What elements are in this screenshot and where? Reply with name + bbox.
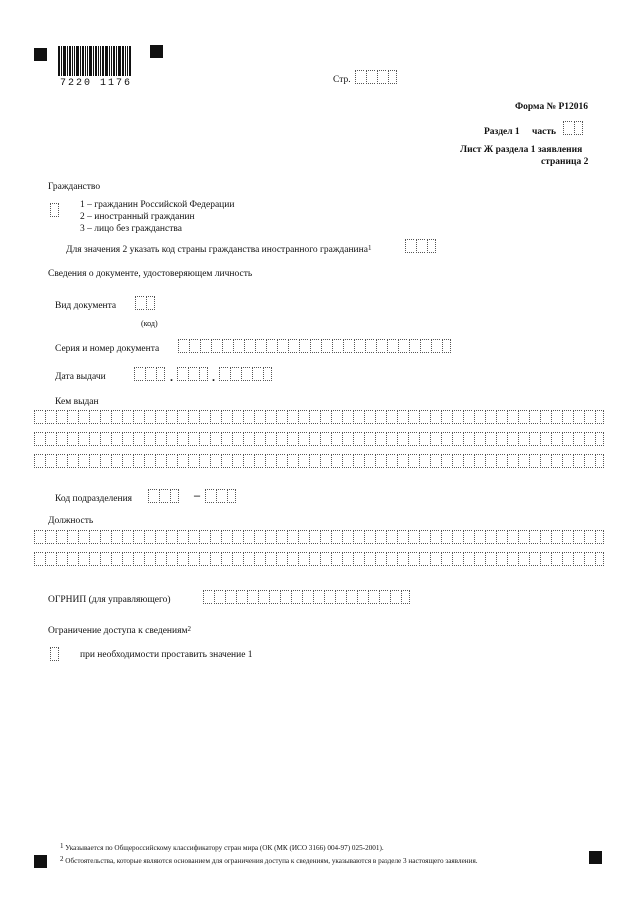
footnote-1: 1 Указывается по Общероссийскому классификатору стран мира (ОК (МК (ИСО 3166) 004-97) 025-2001). [60,842,384,852]
issue-date-label: Дата выдачи [55,372,106,382]
doc-type-field[interactable] [135,296,157,310]
barcode [58,46,132,76]
doc-type-code-hint: (код) [141,319,158,328]
issue-month-field[interactable] [177,367,210,381]
issued-by-field-line-1[interactable] [34,410,606,424]
citizenship-option-1: 1 – гражданин Российской Федерации [80,200,235,210]
foreign-country-note: Для значения 2 указать код страны гражданства иностранного гражданина$^1$ [66,244,372,255]
citizenship-field[interactable] [50,203,61,217]
restriction-hint: при необходимости проставить значение 1 [80,650,253,660]
ogrnip-label: ОГРНИП (для управляющего) [48,595,171,605]
subdivision-code-part2-field[interactable] [205,489,238,503]
country-code-field[interactable] [405,239,438,253]
date-separator-1: . [170,370,173,384]
position-field-line-1[interactable] [34,530,606,544]
restriction-field[interactable] [50,647,61,661]
issued-by-label: Кем выдан [55,397,99,407]
issue-year-field[interactable] [219,367,274,381]
doc-type-label: Вид документа [55,301,117,311]
footnote-2: 2 Обстоятельства, которые являются основанием для ограничения доступа к сведениям, указываются в разделе 3 настоящего заявления. [60,855,478,865]
date-separator-2: . [212,370,215,384]
issued-by-field-line-3[interactable] [34,454,606,468]
issued-by-field-line-2[interactable] [34,432,606,446]
page-number-field[interactable] [355,70,399,84]
sheet-title-line2: страница 2 [541,157,589,167]
series-number-label: Серия и номер документа [55,344,160,354]
ogrnip-field[interactable] [203,590,412,604]
barcode-number: 7220 1176 [60,78,133,89]
citizenship-title: Гражданство [48,182,101,192]
corner-marker-bottom-left [34,855,47,868]
position-label: Должность [48,516,94,526]
subdivision-code-label: Код подразделения [55,494,133,504]
identity-doc-title: Сведения о документе, удостоверяющем личность [48,269,253,279]
part-number-field[interactable] [563,121,585,135]
position-field-line-2[interactable] [34,552,606,566]
restriction-label: Ограничение доступа к сведениям$^2$ [48,625,191,636]
issue-day-field[interactable] [134,367,167,381]
corner-marker-top-right [150,45,163,58]
series-number-field[interactable] [178,339,453,353]
page-label: Стр. [333,75,351,85]
subdivision-separator: – [194,488,200,502]
form-label: Форма № Р12016 [515,102,589,112]
citizenship-option-3: 3 – лицо без гражданства [80,224,182,234]
corner-marker-top-left [34,48,47,61]
citizenship-option-2: 2 – иностранный гражданин [80,212,195,222]
section-label: Раздел 1 [484,127,520,137]
corner-marker-bottom-right [589,851,602,864]
part-label: часть [532,127,557,137]
sheet-title-line1: Лист Ж раздела 1 заявления [460,145,583,155]
subdivision-code-part1-field[interactable] [148,489,181,503]
